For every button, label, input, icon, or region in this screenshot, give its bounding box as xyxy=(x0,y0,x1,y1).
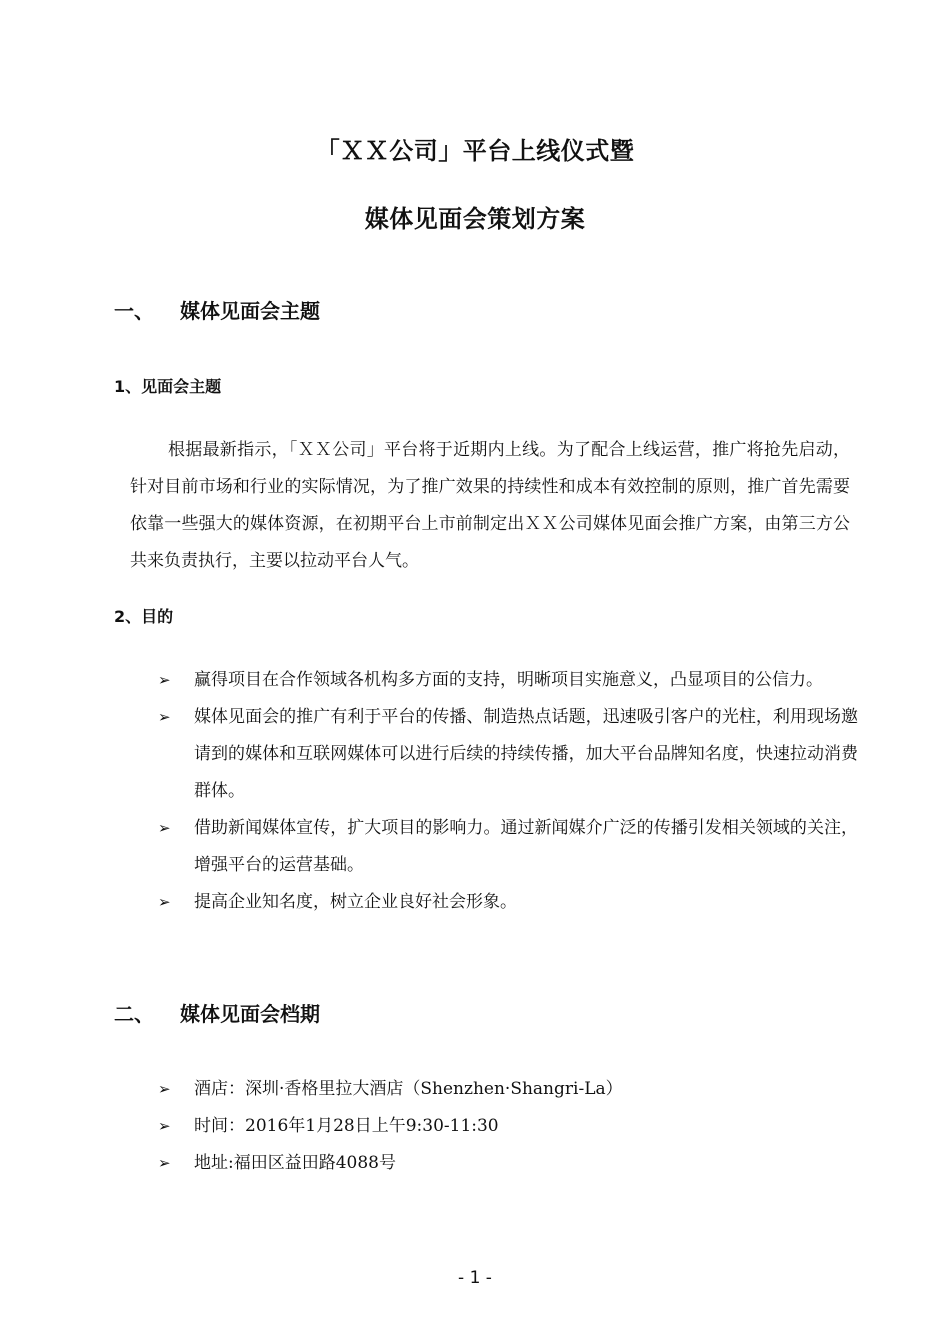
arrow-bullet-icon: ➢ xyxy=(158,1117,171,1135)
list-item-text: 赢得项目在合作领域各机构多方面的支持，明晰项目实施意义，凸显项目的公信力。 xyxy=(194,670,823,690)
list-item-text: 借助新闻媒体宣传，扩大项目的影响力。通过新闻媒介广泛的传播引发相关领域的关注，增强平台的运营基础。 xyxy=(194,818,858,875)
list-item xyxy=(158,810,858,884)
section-2-heading xyxy=(114,999,320,1029)
arrow-bullet-icon: ➢ xyxy=(158,708,171,726)
arrow-bullet-icon: ➢ xyxy=(158,819,171,837)
list-item xyxy=(158,884,858,921)
list-item-text: 提高企业知名度，树立企业良好社会形象。 xyxy=(194,892,517,912)
subsection-1-heading: 1、见面会主题 xyxy=(114,377,222,396)
arrow-bullet-icon: ➢ xyxy=(158,671,171,689)
hotel-text: 酒店：深圳·香格里拉大酒店（Shenzhen·Shangri-La） xyxy=(194,1079,623,1099)
arrow-bullet-icon: ➢ xyxy=(158,1080,171,1098)
section-2-number: 二、 xyxy=(114,1002,154,1026)
section-1-heading xyxy=(114,296,320,326)
section-1-title: 媒体见面会主题 xyxy=(180,299,320,323)
address-text: 地址:福田区益田路4088号 xyxy=(194,1153,396,1173)
theme-paragraph: 根据最新指示，「ＸＸ公司」平台将于近期内上线。为了配合上线运营，推广将抢先启动，针对目前市场和行业的实际情况，为了推广效果的持续性和成本有效控制的原则，推广首先需要依靠一些强大的媒体资源，在初期平台上市前制定出ＸＸ公司媒体见面会推广方案，由第三方公共来负责执行，主要以拉动平台人气。 xyxy=(130,440,850,571)
schedule-list xyxy=(158,1071,858,1182)
arrow-bullet-icon: ➢ xyxy=(158,893,171,911)
goals-list xyxy=(158,662,858,921)
page-number: - 1 - xyxy=(458,1268,492,1288)
document-title-line-2: 媒体见面会策划方案 xyxy=(364,205,586,233)
arrow-bullet-icon: ➢ xyxy=(158,1154,171,1172)
subsection-2-heading: 2、目的 xyxy=(114,607,174,626)
list-item xyxy=(158,1108,858,1145)
list-item xyxy=(158,1071,858,1108)
document-title-line-1: 「ＸＸ公司」平台上线仪式暨 xyxy=(315,137,635,165)
time-text: 时间：2016年1月28日上午9:30-11:30 xyxy=(194,1116,499,1136)
section-2-title: 媒体见面会档期 xyxy=(180,1002,320,1026)
list-item xyxy=(158,1145,858,1182)
list-item-text: 媒体见面会的推广有利于平台的传播、制造热点话题，迅速吸引客户的光柱，利用现场邀请到的媒体和互联网媒体可以进行后续的持续传播，加大平台品牌知名度，快速拉动消费群体。 xyxy=(194,707,858,801)
list-item xyxy=(158,662,858,699)
list-item xyxy=(158,699,858,810)
section-1-number: 一、 xyxy=(114,299,154,323)
